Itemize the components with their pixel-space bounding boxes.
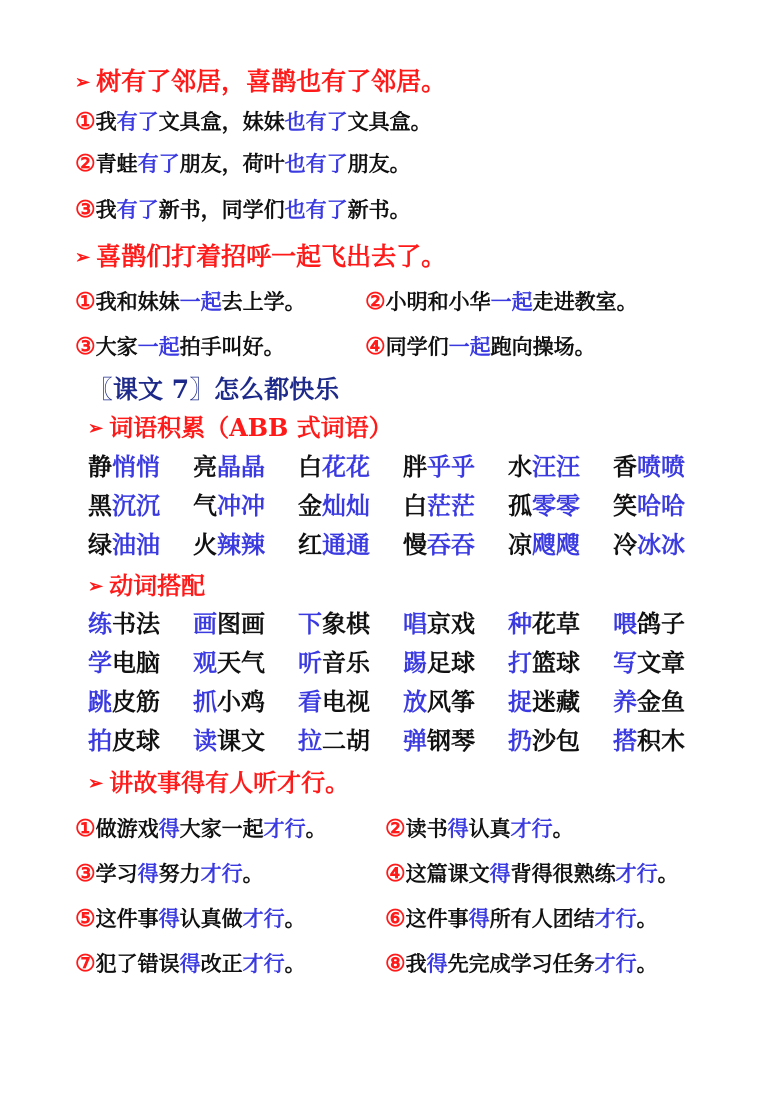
word-abb: 哈哈: [637, 491, 685, 520]
sentence-text: 去上学。: [221, 289, 306, 314]
vocab-word: [88, 447, 160, 482]
sentence-text: 青蛙: [95, 151, 138, 176]
word-root: 黑: [88, 491, 112, 520]
object: 沙包: [532, 726, 580, 755]
keyword: 得: [426, 951, 448, 976]
sentence-text: 新书，同学们: [158, 197, 285, 222]
section-title: 喜鹊们打着招呼一起飞出去了。: [96, 242, 447, 271]
section-heading-1: [75, 62, 446, 98]
sentence-text: 。: [242, 861, 264, 886]
verb-phrase: [88, 682, 160, 717]
verb: 打: [508, 648, 532, 677]
object: 京戏: [427, 609, 475, 638]
object: 鸽子: [637, 609, 685, 638]
sentence-text: 犯了错误: [95, 951, 180, 976]
section-title: 词语积累（ABB 式词语）: [109, 413, 393, 442]
verb-phrase: [298, 682, 370, 717]
example-sentence: [75, 194, 411, 224]
verb: 抓: [193, 687, 217, 716]
verb: 喂: [613, 609, 637, 638]
sentence-text: 新书。: [347, 197, 411, 222]
section-heading-3: [88, 763, 349, 798]
word-abb: 晶晶: [217, 452, 265, 481]
arrow-bullet-icon: ➢: [75, 247, 91, 268]
example-sentence: [385, 858, 679, 888]
vocab-word: [613, 486, 685, 521]
sentence-text: 努力: [158, 861, 201, 886]
word-abb: 沉沉: [112, 491, 160, 520]
verb: 观: [193, 648, 217, 677]
word-abb: 花花: [322, 452, 370, 481]
vocab-word: [193, 447, 265, 482]
word-root: 红: [298, 530, 322, 559]
object: 篮球: [532, 648, 580, 677]
sentence-text: 我: [95, 109, 117, 134]
arrow-bullet-icon: ➢: [88, 418, 104, 439]
word-root: 笑: [613, 491, 637, 520]
keyword: 有了: [116, 109, 159, 134]
keyword: 才行: [263, 816, 306, 841]
verb: 种: [508, 609, 532, 638]
vocab-word: [508, 525, 580, 560]
item-number: ②: [385, 815, 406, 842]
verb-phrase: [403, 643, 475, 678]
verb: 看: [298, 687, 322, 716]
example-sentence: [385, 813, 574, 843]
sentence-text: 我: [405, 951, 427, 976]
word-abb: 油油: [112, 530, 160, 559]
example-sentence: [75, 858, 264, 888]
example-sentence: [75, 903, 306, 933]
vocab-word: [613, 525, 685, 560]
object: 风筝: [427, 687, 475, 716]
sentence-text: 所有人团结: [489, 906, 595, 931]
keyword: 才行: [242, 906, 285, 931]
sentence-text: 大家: [95, 334, 138, 359]
word-abb: 乎乎: [427, 452, 475, 481]
object: 迷藏: [532, 687, 580, 716]
vocab-word: [298, 447, 370, 482]
word-root: 气: [193, 491, 217, 520]
sentence-text: 朋友。: [347, 151, 411, 176]
sentence-text: 学习: [95, 861, 138, 886]
example-sentence: [75, 331, 285, 361]
vocab-word: [403, 486, 475, 521]
object: 象棋: [322, 609, 370, 638]
word-root: 火: [193, 530, 217, 559]
word-abb: 飕飕: [532, 530, 580, 559]
verb-phrase: [613, 682, 685, 717]
lesson-title: 怎么都快乐: [214, 375, 340, 404]
object: 积木: [637, 726, 685, 755]
verb: 练: [88, 609, 112, 638]
item-number: ④: [365, 333, 386, 360]
verb: 学: [88, 648, 112, 677]
vocab-word: [298, 486, 370, 521]
sentence-text: 这件事: [95, 906, 159, 931]
verb-phrase: [88, 643, 160, 678]
sentence-text: 。: [284, 951, 306, 976]
sentence-text: 大家一起: [179, 816, 264, 841]
keyword: 也有了: [284, 151, 348, 176]
verb: 读: [193, 726, 217, 755]
verb: 下: [298, 609, 322, 638]
lesson-heading: [88, 370, 339, 406]
sentence-text: 这篇课文: [405, 861, 490, 886]
sentence-text: 小明和小华: [385, 289, 491, 314]
object: 二胡: [322, 726, 370, 755]
sentence-text: 同学们: [385, 334, 449, 359]
lesson-label: 课文 7: [113, 375, 190, 404]
sentence-text: 我: [95, 197, 117, 222]
sentence-text: 。: [636, 906, 658, 931]
vocab-word: [193, 486, 265, 521]
verb-phrase: [613, 643, 685, 678]
vocab-word: [403, 447, 475, 482]
verb: 捉: [508, 687, 532, 716]
verb: 弹: [403, 726, 427, 755]
arrow-bullet-icon: ➢: [88, 773, 104, 794]
word-root: 冷: [613, 530, 637, 559]
verb-phrase: [508, 643, 580, 678]
object: 金鱼: [637, 687, 685, 716]
object: 天气: [217, 648, 265, 677]
verbs-heading: [88, 566, 205, 601]
word-root: 亮: [193, 452, 217, 481]
object: 皮筋: [112, 687, 160, 716]
example-sentence: [365, 286, 638, 316]
word-root: 白: [403, 491, 427, 520]
verb-phrase: [508, 682, 580, 717]
object: 课文: [217, 726, 265, 755]
vocab-heading: [88, 408, 393, 443]
item-number: ⑧: [385, 950, 406, 977]
keyword: 有了: [137, 151, 180, 176]
example-sentence: [75, 286, 306, 316]
arrow-bullet-icon: ➢: [88, 576, 104, 597]
word-root: 香: [613, 452, 637, 481]
object: 书法: [112, 609, 160, 638]
sentence-text: 朋友，荷叶: [179, 151, 285, 176]
word-abb: 汪汪: [532, 452, 580, 481]
section-heading-2: [75, 237, 446, 273]
item-number: ②: [365, 288, 386, 315]
sentence-text: 文具盒。: [347, 109, 432, 134]
example-sentence: [75, 813, 327, 843]
example-sentence: [75, 106, 432, 136]
word-root: 凉: [508, 530, 532, 559]
keyword: 得: [158, 906, 180, 931]
keyword: 一起: [137, 334, 180, 359]
word-abb: 悄悄: [112, 452, 160, 481]
word-abb: 灿灿: [322, 491, 370, 520]
example-sentence: [365, 331, 596, 361]
word-abb: 茫茫: [427, 491, 475, 520]
verb: 跳: [88, 687, 112, 716]
keyword: 才行: [594, 906, 637, 931]
item-number: ③: [75, 196, 96, 223]
verb: 拉: [298, 726, 322, 755]
keyword: 有了: [116, 197, 159, 222]
sentence-text: 。: [636, 951, 658, 976]
keyword: 也有了: [284, 197, 348, 222]
word-root: 水: [508, 452, 532, 481]
verb-phrase: [298, 604, 370, 639]
word-root: 静: [88, 452, 112, 481]
verb-phrase: [613, 721, 685, 756]
object: 足球: [427, 648, 475, 677]
word-abb: 喷喷: [637, 452, 685, 481]
word-root: 绿: [88, 530, 112, 559]
verb: 养: [613, 687, 637, 716]
sentence-text: 走进教室。: [532, 289, 638, 314]
item-number: ②: [75, 150, 96, 177]
object: 电视: [322, 687, 370, 716]
item-number: ①: [75, 815, 96, 842]
item-number: ③: [75, 333, 96, 360]
bracket-open: 〖: [88, 375, 114, 404]
vocab-word: [88, 486, 160, 521]
sentence-text: 这件事: [405, 906, 469, 931]
object: 文章: [637, 648, 685, 677]
keyword: 一起: [448, 334, 491, 359]
keyword: 得: [468, 906, 490, 931]
verb-phrase: [298, 721, 370, 756]
item-number: ①: [75, 108, 96, 135]
verb-phrase: [403, 682, 475, 717]
keyword: 得: [158, 816, 180, 841]
word-abb: 冰冰: [637, 530, 685, 559]
verb-phrase: [508, 604, 580, 639]
verb: 拍: [88, 726, 112, 755]
verb-phrase: [193, 721, 265, 756]
verb: 搭: [613, 726, 637, 755]
vocab-word: [613, 447, 685, 482]
example-sentence: [385, 948, 658, 978]
item-number: ①: [75, 288, 96, 315]
keyword: 一起: [179, 289, 222, 314]
object: 音乐: [322, 648, 370, 677]
verb-phrase: [508, 721, 580, 756]
item-number: ⑥: [385, 905, 406, 932]
word-root: 金: [298, 491, 322, 520]
object: 电脑: [112, 648, 160, 677]
object: 花草: [532, 609, 580, 638]
sentence-text: 我和妹妹: [95, 289, 180, 314]
keyword: 得: [137, 861, 159, 886]
arrow-bullet-icon: ➢: [75, 72, 91, 93]
sentence-text: 拍手叫好。: [179, 334, 285, 359]
keyword: 一起: [490, 289, 533, 314]
item-number: ③: [75, 860, 96, 887]
verb-phrase: [88, 604, 160, 639]
example-sentence: [75, 948, 306, 978]
sentence-text: 改正: [200, 951, 243, 976]
sentence-text: 先完成学习任务: [447, 951, 595, 976]
verb: 听: [298, 648, 322, 677]
example-sentence: [385, 903, 658, 933]
verb-phrase: [193, 604, 265, 639]
section-title: 树有了邻居，喜鹊也有了邻居。: [96, 67, 447, 96]
vocab-word: [88, 525, 160, 560]
object: 小鸡: [217, 687, 265, 716]
keyword: 得: [179, 951, 201, 976]
sentence-text: 文具盒，妹妹: [158, 109, 285, 134]
verb-phrase: [88, 721, 160, 756]
keyword: 才行: [615, 861, 658, 886]
word-abb: 吞吞: [427, 530, 475, 559]
verb-phrase: [193, 682, 265, 717]
word-abb: 通通: [322, 530, 370, 559]
sentence-text: 认真: [468, 816, 511, 841]
item-number: ⑦: [75, 950, 96, 977]
word-abb: 冲冲: [217, 491, 265, 520]
verb-phrase: [403, 604, 475, 639]
sentence-text: 读书: [405, 816, 448, 841]
keyword: 才行: [242, 951, 285, 976]
sentence-text: 认真做: [179, 906, 243, 931]
sentence-text: 。: [552, 816, 574, 841]
verb-phrase: [298, 643, 370, 678]
vocab-word: [403, 525, 475, 560]
verb: 画: [193, 609, 217, 638]
word-root: 孤: [508, 491, 532, 520]
sentence-text: 跑向操场。: [490, 334, 596, 359]
keyword: 得: [489, 861, 511, 886]
verb: 放: [403, 687, 427, 716]
sentence-text: 背得很熟练: [510, 861, 616, 886]
verb-phrase: [613, 604, 685, 639]
section-title: 动词搭配: [109, 571, 206, 600]
keyword: 才行: [200, 861, 243, 886]
verb-phrase: [403, 721, 475, 756]
verb: 写: [613, 648, 637, 677]
item-number: ⑤: [75, 905, 96, 932]
example-sentence: [75, 148, 411, 178]
keyword: 才行: [510, 816, 553, 841]
word-root: 慢: [403, 530, 427, 559]
vocab-word: [508, 447, 580, 482]
sentence-text: 。: [305, 816, 327, 841]
section-title: 讲故事得有人听才行。: [109, 768, 350, 797]
sentence-text: 。: [284, 906, 306, 931]
word-root: 胖: [403, 452, 427, 481]
verb-phrase: [193, 643, 265, 678]
sentence-text: 。: [657, 861, 679, 886]
sentence-text: 做游戏: [95, 816, 159, 841]
word-root: 白: [298, 452, 322, 481]
item-number: ④: [385, 860, 406, 887]
vocab-word: [298, 525, 370, 560]
verb: 踢: [403, 648, 427, 677]
verb: 唱: [403, 609, 427, 638]
vocab-word: [508, 486, 580, 521]
keyword: 才行: [594, 951, 637, 976]
vocab-word: [193, 525, 265, 560]
bracket-close: 〗: [189, 375, 215, 404]
keyword: 得: [447, 816, 469, 841]
object: 皮球: [112, 726, 160, 755]
object: 钢琴: [427, 726, 475, 755]
word-abb: 零零: [532, 491, 580, 520]
verb: 扔: [508, 726, 532, 755]
object: 图画: [217, 609, 265, 638]
word-abb: 辣辣: [217, 530, 265, 559]
keyword: 也有了: [284, 109, 348, 134]
